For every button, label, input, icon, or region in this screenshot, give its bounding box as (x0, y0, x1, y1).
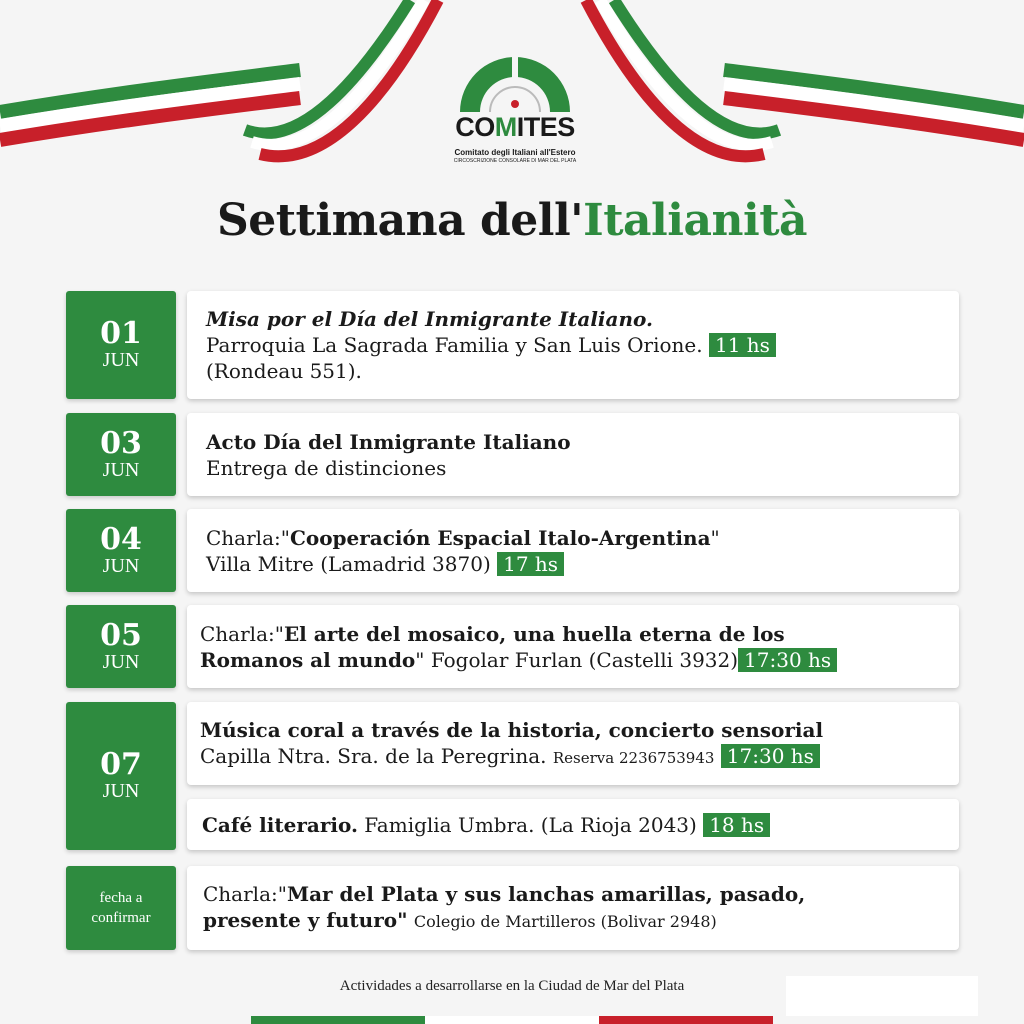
event-details: Villa Mitre (Lamadrid 3870) 17 hs (206, 551, 959, 577)
event-details: Entrega de distinciones (206, 455, 447, 480)
event-details: Parroquia La Sagrada Familia y San Luis Orione. 11 hs (206, 332, 959, 358)
flag-bar-red (599, 1016, 773, 1024)
comites-emblem-icon (454, 52, 576, 116)
event-title: Café literario. Famiglia Umbra. (La Rioja 2043) 18 hs (202, 812, 959, 838)
page-title: Settimana dell'Italianità (216, 195, 808, 246)
event-details: Capilla Ntra. Sra. de la Peregrina. Reserva 2236753943 17:30 hs (200, 743, 959, 771)
time-badge: 17:30 hs (721, 744, 820, 768)
event-card-07-jun-concert (187, 702, 959, 785)
date-badge-03-jun: 03 JUN (66, 413, 176, 496)
event-title: Misa por el Día del Inmigrante Italiano. (206, 307, 653, 331)
event-card-to-confirm (187, 866, 959, 950)
date-badge-05-jun: 05 JUN (66, 605, 176, 688)
date-badge-07-jun: 07 JUN (66, 702, 176, 850)
event-card-07-jun-cafe (187, 799, 959, 850)
event-details: Romanos al mundo" Fogolar Furlan (Castelli 3932) 17:30 hs (200, 647, 959, 673)
time-badge: 18 hs (703, 813, 770, 837)
event-card-03-jun (187, 413, 959, 496)
event-title: Acto Día del Inmigrante Italiano (206, 429, 571, 454)
time-badge: 17:30 hs (738, 648, 837, 672)
event-title: Charla:"El arte del mosaico, una huella eterna de los (200, 621, 785, 646)
date-badge-01-jun: 01 JUN (66, 291, 176, 399)
logo-name: COMITES (455, 112, 575, 142)
flag-bar-green (251, 1016, 425, 1024)
event-card-01-jun (187, 291, 959, 399)
event-title: Charla:"Mar del Plata y sus lanchas amarillas, pasado, (203, 882, 806, 906)
event-title: Música coral a través de la historia, concierto sensorial (200, 717, 824, 742)
comites-logo (440, 52, 590, 172)
event-title: Charla:"Cooperación Espacial Italo-Argentina" (206, 525, 720, 550)
footer-note: Actividades a desarrollarse en la Ciudad de Mar del Plata (339, 978, 685, 994)
date-badge-to-confirm: fecha a confirmar (66, 866, 176, 950)
event-card-05-jun (187, 605, 959, 688)
event-address: (Rondeau 551). (206, 359, 362, 383)
event-card-04-jun (187, 509, 959, 592)
event-details: presente y futuro" Colegio de Martilleros (Bolivar 2948) (203, 908, 717, 932)
time-badge: 17 hs (497, 552, 564, 576)
date-badge-04-jun: 04 JUN (66, 509, 176, 592)
time-badge: 11 hs (709, 333, 776, 357)
logo-subtitle: Comitato degli Italiani all'Estero CIRCOSCRIZIONE CONSOLARE DI MAR DEL PLATA (453, 148, 577, 164)
flag-bar-white (425, 1016, 599, 1024)
footer-blank-area (786, 976, 978, 1016)
